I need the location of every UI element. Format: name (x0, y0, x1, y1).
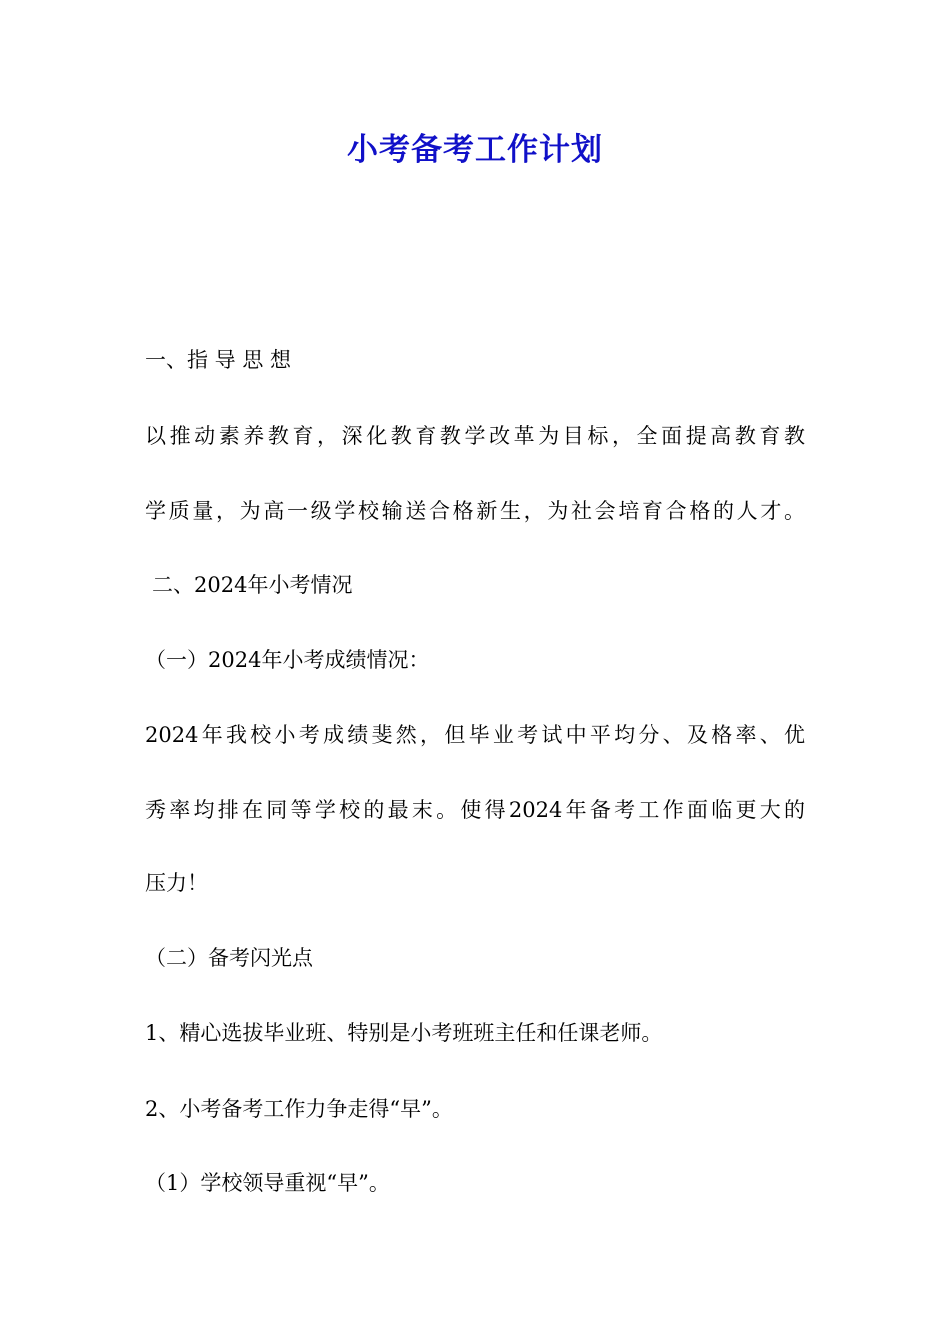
paragraph-line: 压力！ (145, 871, 208, 895)
heading-2024-exam: 二、2024年小考情况 (152, 573, 353, 597)
sub-list-item: （1）学校领导重视“早”。 (145, 1171, 390, 1195)
list-item: 2、小考备考工作力争走得“早”。 (145, 1097, 453, 1121)
subheading-exam-results: （一）2024年小考成绩情况： (145, 648, 430, 672)
document-title: 小考备考工作计划 (347, 132, 603, 168)
heading-guiding-ideology: 一、指 导 思 想 (145, 348, 292, 372)
paragraph-line: 2024年我校小考成绩斐然，但毕业考试中平均分、及格率、优 (145, 723, 805, 747)
paragraph-line: 秀率均排在同等学校的最末。使得2024年备考工作面临更大的 (145, 798, 805, 822)
paragraph-line: 学质量，为高一级学校输送合格新生，为社会培育合格的人才。 (145, 499, 805, 523)
list-item: 1、精心选拔毕业班、特别是小考班班主任和任课老师。 (145, 1021, 663, 1045)
paragraph-line: 以推动素养教育，深化教育教学改革为目标，全面提高教育教 (145, 424, 805, 448)
subheading-highlights: （二）备考闪光点 (145, 946, 313, 970)
